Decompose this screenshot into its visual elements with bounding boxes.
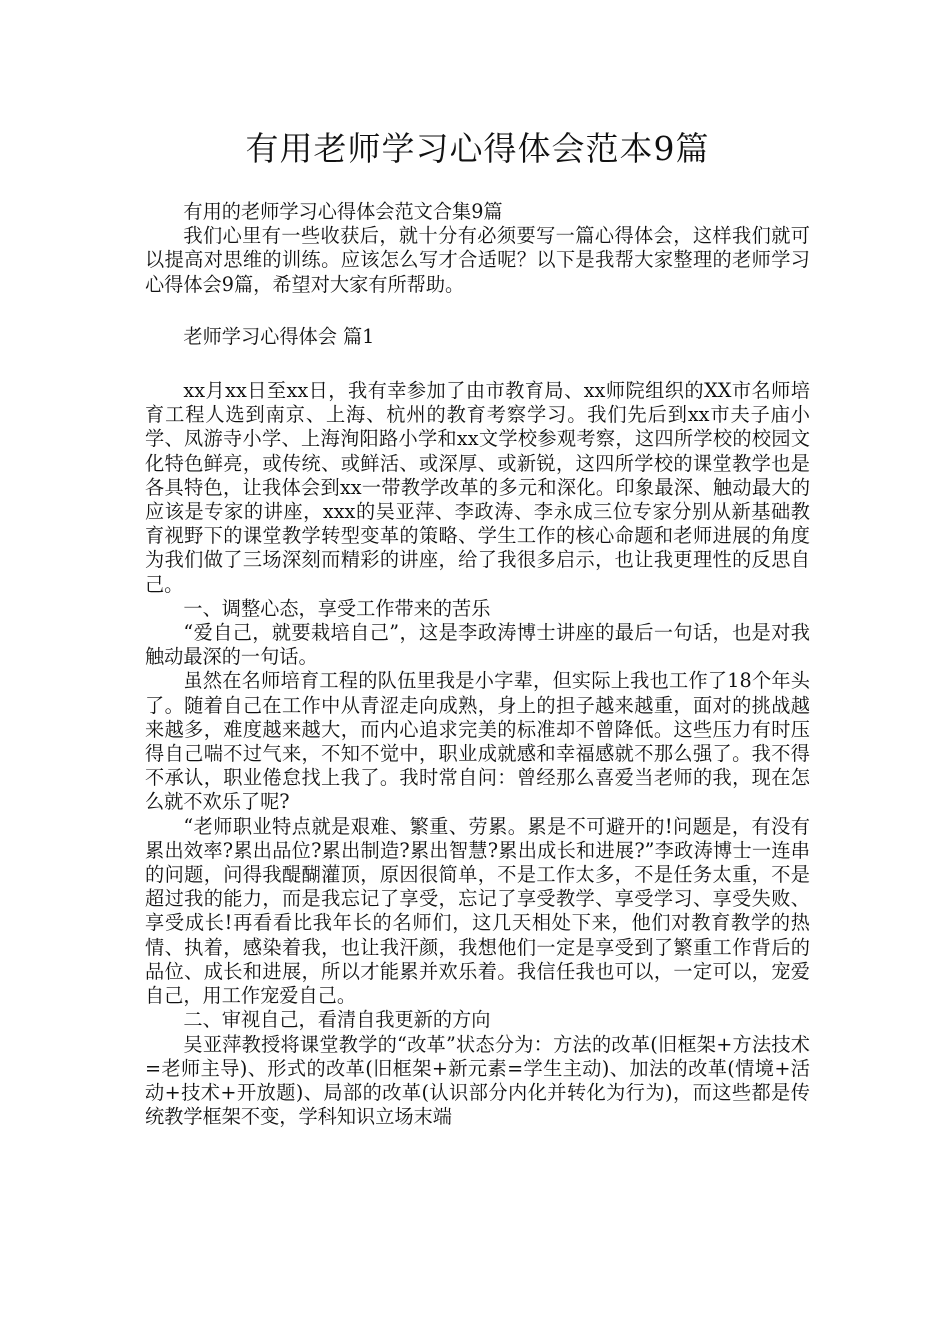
- body-paragraph: “老师职业特点就是艰难、繁重、劳累。累是不可避开的!问题是，有没有累出效率?累出品位?累出制造?累出智慧?累出成长和进展?”李政涛博士一连串的问题，问得我醍醐灌顶，原因很简单，不是工作太多，不是任务太重，不是超过我的能力，而是我忘记了享受，忘记了享受教学、享受学习、享受失败、享受成长!再看看比我年长的名师们，这几天相处下来，他们对教育教学的热情、执着，感染着我，也让我汗颜，我想他们一定是享受到了繁重工作背后的品位、成长和进展，所以才能累并欢乐着。我信任我也可以，一定可以，宠爱自己，用工作宠爱自己。: [145, 814, 810, 1008]
- subtitle: 有用的老师学习心得体会范文合集9篇: [183, 200, 503, 223]
- document-title: 有用老师学习心得体会范本9篇: [245, 129, 710, 168]
- body-paragraph: xx月xx日至xx日，我有幸参加了由市教育局、xx师院组织的XX市名师培育工程人选到南京、上海、杭州的教育考察学习。我们先后到xx市夫子庙小学、凤游寺小学、上海洵阳路小学和xx文学校参观考察，这四所学校的校园文化特色鲜亮，或传统、或鲜活、或深厚、或新锐，这四所学校的课堂教学也是各具特色，让我体会到xx一带教学改革的多元和深化。印象最深、触动最大的应该是专家的讲座，xxx的吴亚萍、李政涛、李永成三位专家分别从新基础教育视野下的课堂教学转型变革的策略、学生工作的核心命题和老师进展的角度为我们做了三场深刻而精彩的讲座，给了我很多启示，也让我更理性的反思自己。: [145, 379, 810, 596]
- spacer: [145, 297, 810, 325]
- body-paragraph: 虽然在名师培育工程的队伍里我是小字辈，但实际上我也工作了18个年头了。随着自己在工作中从青涩走向成熟，身上的担子越来越重，面对的挑战越来越多，难度越来越大，而内心追求完美的标准却不曾降低。这些压力有时压得自己喘不过气来，不知不觉中，职业成就感和幸福感就不那么强了。我不得不承认，职业倦怠找上我了。我时常自问：曾经那么喜爱当老师的我，现在怎么就不欢乐了呢?: [145, 669, 810, 814]
- body-paragraph: 吴亚萍教授将课堂教学的“改革”状态分为：方法的改革(旧框架+方法技术=老师主导)、形式的改革(旧框架+新元素=学生主动)、加法的改革(情境+活动+技术+开放题)、局部的改革(认识部分内化并转化为行为)，而这些都是传统教学框架不变，学科知识立场末端: [145, 1032, 810, 1129]
- section-heading: 老师学习心得体会 篇1: [183, 324, 375, 348]
- subheading: 二、审视自己，看清自我更新的方向: [183, 1008, 491, 1032]
- body-paragraph: “爱自己，就要栽培自己”，这是李政涛博士讲座的最后一句话，也是对我触动最深的一句话。: [145, 621, 810, 669]
- subheading: 一、调整心态，享受工作带来的苦乐: [183, 596, 491, 620]
- document-page: [145, 124, 810, 1129]
- intro-paragraph: 我们心里有一些收获后，就十分有必须要写一篇心得体会，这样我们就可以提高对思维的训练。应该怎么写才合适呢？以下是我帮大家整理的老师学习心得体会9篇，希望对大家有所帮助。: [145, 224, 810, 296]
- spacer: [145, 349, 810, 379]
